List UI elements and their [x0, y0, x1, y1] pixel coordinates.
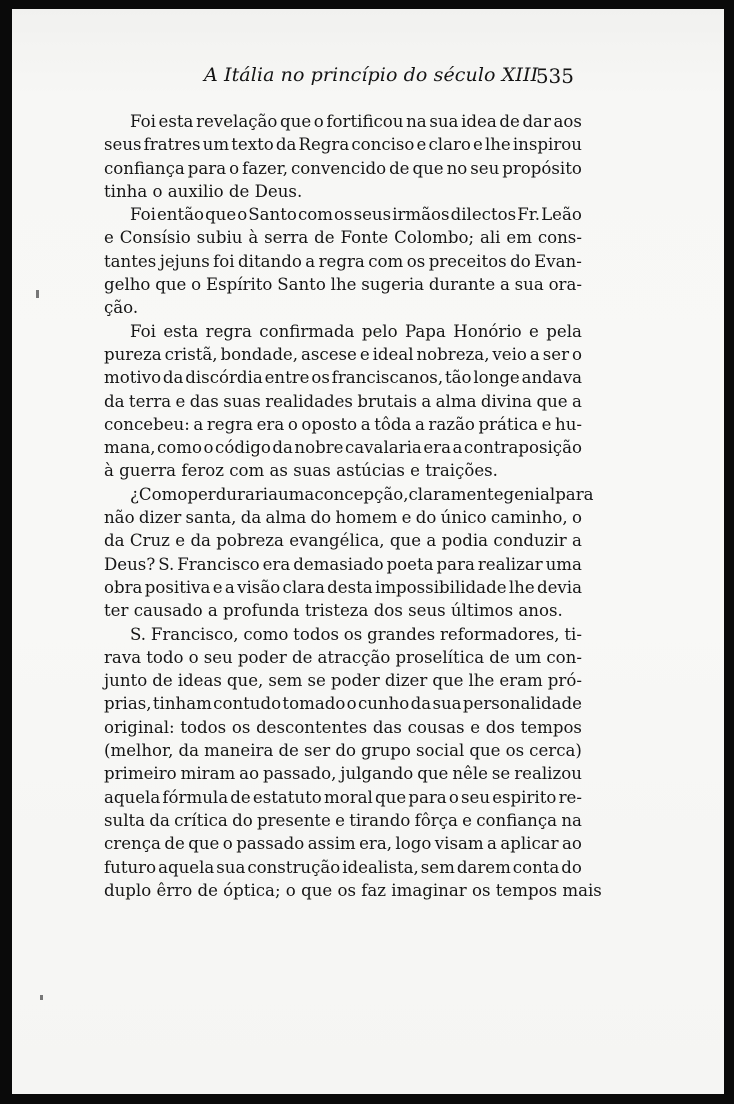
- page-number: 535: [535, 64, 574, 88]
- text-line: ção.: [104, 298, 139, 318]
- paragraph: [104, 203, 582, 319]
- text-line: à guerra feroz com as suas astúcias e traições.: [104, 461, 498, 481]
- body-text: [104, 110, 602, 902]
- text-line: prias, tinham contudo tomado o cunho da sua personalidade: [104, 694, 582, 714]
- text-line: aquela fórmula de estatuto moral que para o seu espirito re-: [104, 787, 582, 807]
- text-line: ¿ Como perduraria uma concepção, claramente genial para: [130, 484, 594, 504]
- text-line: Deus? S. Francisco era demasiado poeta para realizar uma: [104, 554, 582, 574]
- text-line: concebeu: a regra era o oposto a tôda a razão prática e hu-: [104, 414, 582, 434]
- text-line: da terra e das suas realidades brutais a alma divina que a: [104, 391, 582, 411]
- text-line: futuro aquela sua construção idealista, sem darem conta do: [104, 857, 582, 877]
- text-line: crença de que o passado assim era, logo visam a aplicar ao: [104, 834, 582, 854]
- text-line: gelho que o Espírito Santo lhe sugeria durante a sua ora-: [104, 275, 582, 295]
- text-line: rava todo o seu poder de atracção proselítica de um con-: [104, 647, 582, 667]
- text-line: Foi esta regra confirmada pelo Papa Honório e pela: [130, 321, 582, 341]
- text-line: primeiro miram ao passado, julgando que nêle se realizou: [104, 764, 582, 784]
- text-line: S. Francisco, como todos os grandes reformadores, ti-: [130, 624, 582, 644]
- text-line: da Cruz e da pobreza evangélica, que a podia conduzir a: [104, 531, 582, 551]
- text-line: mana, como o código da nobre cavalaria era a contraposição: [104, 438, 582, 458]
- text-line: Foi esta revelação que o fortificou na sua idea de dar aos: [130, 112, 582, 131]
- text-line: original: todos os descontentes das cousas e dos tempos: [104, 717, 582, 737]
- scan-speck: [40, 995, 43, 1000]
- text-line: seus fratres um texto da Regra conciso e claro e lhe inspirou: [104, 135, 582, 155]
- text-line: motivo da discórdia entre os franciscanos, tão longe andava: [104, 368, 582, 388]
- text-line: duplo êrro de óptica; o que os faz imaginar os tempos mais: [104, 880, 602, 900]
- paragraph: [104, 483, 594, 623]
- text-line: pureza cristã, bondade, ascese e ideal nobreza, veio a ser o: [104, 344, 582, 364]
- paragraph: [104, 110, 582, 203]
- page-header: [104, 64, 578, 94]
- text-line: Foi então que o Santo com os seus irmãos dilectos Fr. Leão: [130, 205, 582, 225]
- text-line: (melhor, da maneira de ser do grupo social que os cerca): [104, 741, 582, 761]
- text-line: e Consísio subiu à serra de Fonte Colombo; ali em cons-: [104, 228, 582, 248]
- text-line: tinha o auxilio de Deus.: [104, 181, 303, 201]
- text-line: obra positiva e a visão clara desta impossibilidade lhe devia: [104, 577, 582, 597]
- text-line: não dizer santa, da alma do homem e do único caminho, o: [104, 508, 582, 528]
- text-line: tantes jejuns foi ditando a regra com os preceitos do Evan-: [104, 251, 582, 271]
- text-line: confiança para o fazer, convencido de que no seu propósito: [104, 158, 582, 178]
- scan-speck: [36, 290, 39, 298]
- paragraph: [104, 623, 602, 903]
- text-line: sulta da crítica do presente e tirando fôrça e confiança na: [104, 810, 582, 830]
- text-line: junto de ideas que, sem se poder dizer que lhe eram pró-: [104, 671, 582, 691]
- text-line: ter causado a profunda tristeza dos seus últimos anos.: [104, 601, 563, 621]
- paragraph: [104, 320, 582, 483]
- running-title: A Itália no princípio do século XIII: [204, 64, 539, 86]
